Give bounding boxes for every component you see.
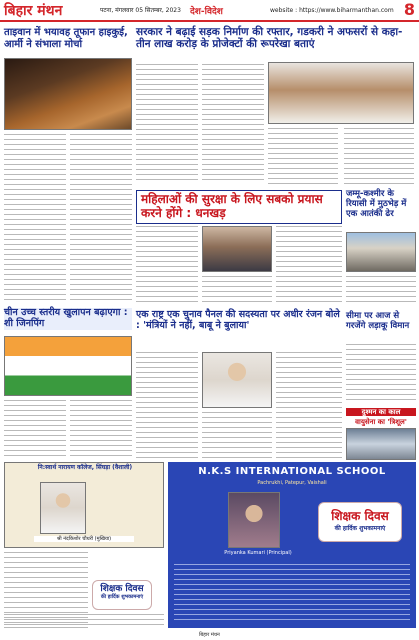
women-body-col2 — [202, 276, 272, 306]
page-number: 8 — [403, 0, 415, 19]
teachers-day-sub-left: की हार्दिक शुभकामनाएं — [100, 594, 144, 600]
kashmir-photo — [346, 232, 416, 272]
gadkari-body-col4 — [344, 128, 414, 184]
women-photo — [202, 226, 272, 272]
china-photo — [4, 336, 132, 396]
storm-photo — [4, 58, 132, 130]
women-body-col3 — [276, 226, 342, 306]
gadkari-body-col3 — [268, 128, 338, 184]
section-title: देश-विदेश — [190, 7, 223, 17]
trishul-headline: वायुसेना का 'त्रिशूल' — [355, 418, 407, 426]
dateline: पटना, मंगलवार 05 सितम्बर, 2023 — [100, 7, 181, 14]
college-name: नि:स्वार्थ नारायण कॉलेज, सिंघड़ा (वैशाली) — [37, 464, 133, 471]
website-link[interactable]: website : https://www.biharmanthan.com — [270, 7, 394, 14]
tribute-caption: श्री नंदकिशोर चौधरी (मुखिया) — [34, 536, 134, 542]
principal-name: Priyanka Kumari (Principal) — [224, 550, 292, 556]
school-ad — [168, 462, 416, 628]
women-body-col1 — [136, 226, 198, 306]
gadkari-body-col2 — [202, 64, 264, 184]
school-ad-body — [174, 564, 410, 622]
headline-kashmir: जम्मू-कश्मीर के रियासी में मुठभेड़ में एक आतंकी ढेर — [346, 189, 407, 219]
trishul-kicker: दुश्मन का काल — [346, 408, 416, 416]
election-body-col1 — [136, 352, 198, 460]
teachers-day-badge-right — [318, 502, 402, 542]
storm-body-col2 — [70, 134, 132, 304]
masthead — [0, 0, 419, 22]
school-name: N.K.S INTERNATIONAL SCHOOL — [198, 466, 386, 477]
left-ad-footer — [4, 614, 164, 628]
tribute-photo — [40, 482, 86, 534]
teachers-day-title-right: शिक्षक दिवस — [331, 509, 389, 523]
headline-women: महिलाओं की सुरक्षा के लिए सबको प्रयास करने होंगे : धनखड़ — [136, 190, 342, 224]
election-body-col2 — [202, 412, 272, 460]
newspaper-title: बिहार मंथन — [4, 3, 63, 19]
headline-gadkari: सरकार ने बढ़ाई सड़क निर्माण की रफ्तार, गडकरी ने अफसरों से कहा- तीन लाख करोड़ के प्रोजेक्टों की रूपरेखा बताएं — [136, 26, 403, 51]
election-body-col3 — [276, 352, 342, 460]
headline-storm: ताइवान में भयावह तूफान हाइकुई, आर्मी ने संभाला मोर्चा — [4, 27, 128, 50]
kashmir-body — [346, 276, 416, 306]
teachers-day-badge-left — [92, 580, 152, 610]
headline-election: एक राष्ट्र एक चुनाव पैनल की सदस्यता पर अधीर रंजन बोले : 'मंत्रियों ने नहीं, बाबू ने बुलाया' — [136, 309, 340, 331]
election-photo — [202, 352, 272, 408]
headline-china: चीन उच्च स्तरीय खुलापन बढ़ाएगा : शी जिनपिंग — [4, 308, 132, 330]
teachers-day-title-left: शिक्षक दिवस — [100, 584, 144, 594]
china-body-col1 — [4, 400, 66, 460]
jet-photo — [346, 428, 416, 460]
gadkari-body-col1 — [136, 64, 198, 184]
principal-photo — [228, 492, 280, 548]
storm-body-col1 — [4, 134, 66, 304]
headline-border: सीमा पर आज से गरजेंगे लड़ाकू विमान — [346, 311, 410, 331]
school-address: Pachrukhi, Patepur, Vaishali — [257, 480, 327, 486]
footer: बिहार मंथन — [0, 632, 419, 640]
border-body-col1 — [346, 344, 416, 404]
gadkari-photo — [268, 62, 414, 124]
teachers-day-sub-right: की हार्दिक शुभकामनाएं — [334, 525, 386, 532]
china-body-col2 — [70, 400, 132, 460]
